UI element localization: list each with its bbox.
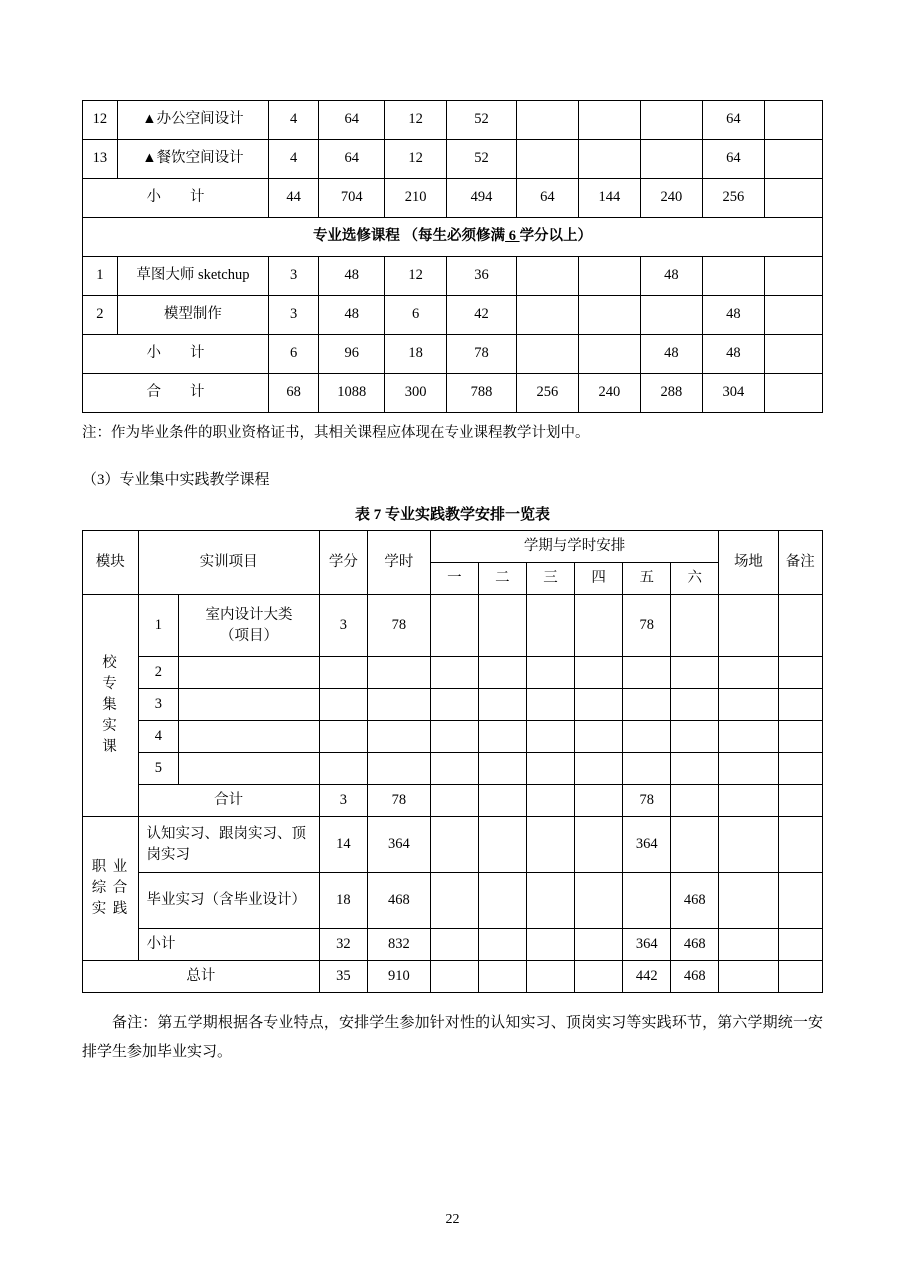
- cell-term-6: 256: [702, 179, 764, 218]
- cell-term-5: [623, 873, 671, 929]
- cell-course: ▲餐饮空间设计: [117, 140, 268, 179]
- cell-remark: [778, 595, 822, 657]
- cell-theory: 210: [385, 179, 447, 218]
- cell-hours: 1088: [319, 374, 385, 413]
- cell-total-label: 总计: [83, 961, 320, 993]
- cell-term-4: [575, 785, 623, 817]
- cell-term-6: 304: [702, 374, 764, 413]
- cell-term-1: [430, 657, 478, 689]
- group-label-line: 专: [102, 676, 119, 693]
- table-row: [83, 140, 823, 179]
- cell-term-2: [478, 873, 526, 929]
- cell-hours: 704: [319, 179, 385, 218]
- cell-venue: [719, 721, 778, 753]
- table-row-subtotal: [83, 179, 823, 218]
- header-venue: 场地: [719, 531, 778, 595]
- cell-no: 4: [138, 721, 179, 753]
- header-term-1: 一: [430, 563, 478, 595]
- cell-credits: 4: [268, 101, 318, 140]
- cell-term-1: [430, 785, 478, 817]
- cell-hours: 910: [367, 961, 430, 993]
- cell-no: 1: [83, 257, 118, 296]
- cell-term-2: [478, 657, 526, 689]
- header-module: 模块: [83, 531, 139, 595]
- cell-no: 2: [83, 296, 118, 335]
- header-project: 实训项目: [138, 531, 319, 595]
- cell-remark: [778, 929, 822, 961]
- cell-term-6: [671, 595, 719, 657]
- header-term-5: 五: [623, 563, 671, 595]
- section-heading: （3）专业集中实践教学课程: [82, 471, 270, 488]
- cell-remark: [764, 257, 822, 296]
- cell-remark: [778, 817, 822, 873]
- cell-credits: 3: [319, 595, 367, 657]
- cell-course: ▲办公空间设计: [117, 101, 268, 140]
- table-row-total: [83, 374, 823, 413]
- cell-project-name: 室内设计大类 （项目）: [179, 595, 320, 657]
- cell-hours: 64: [319, 140, 385, 179]
- cell-no: 5: [138, 753, 179, 785]
- cell-term-4: [578, 257, 640, 296]
- cell-term-6: [671, 785, 719, 817]
- cell-hours: 78: [367, 785, 430, 817]
- cell-theory: 6: [385, 296, 447, 335]
- cell-credits: [319, 753, 367, 785]
- table-row-total: [83, 961, 823, 993]
- cell-term-6: [671, 721, 719, 753]
- cell-total-label: 合 计: [83, 374, 269, 413]
- cell-hours: [367, 721, 430, 753]
- cell-credits: 32: [319, 929, 367, 961]
- table-row: [83, 101, 823, 140]
- cell-term-2: [478, 817, 526, 873]
- cell-term-6: [671, 657, 719, 689]
- cell-hours: 48: [319, 257, 385, 296]
- cell-term-6: 48: [702, 335, 764, 374]
- cell-venue: [719, 785, 778, 817]
- cell-term-3: [526, 657, 574, 689]
- cell-no: 13: [83, 140, 118, 179]
- cell-hours: 96: [319, 335, 385, 374]
- cell-hours: 78: [367, 595, 430, 657]
- cell-venue: [719, 961, 778, 993]
- cell-term-3: [516, 257, 578, 296]
- cell-term-4: [575, 753, 623, 785]
- cell-term-4: 240: [578, 374, 640, 413]
- cell-term-3: [516, 296, 578, 335]
- group-label-line: 实: [102, 718, 119, 735]
- cell-term-3: [526, 785, 574, 817]
- cell-course: 草图大师 sketchup: [117, 257, 268, 296]
- header-term-group: 学期与学时安排: [430, 531, 719, 563]
- cell-remark: [764, 335, 822, 374]
- cell-practice: 494: [447, 179, 517, 218]
- cell-project-name: [179, 689, 320, 721]
- cell-credits: 44: [268, 179, 318, 218]
- cell-term-5: [623, 689, 671, 721]
- table-note: 注：作为毕业条件的职业资格证书，其相关课程应体现在专业课程教学计划中。: [82, 425, 590, 441]
- cell-term-5: 364: [623, 817, 671, 873]
- cell-subtotal-label: 合计: [138, 785, 319, 817]
- cell-credits: 14: [319, 817, 367, 873]
- cell-remark: [778, 785, 822, 817]
- cell-term-4: [575, 595, 623, 657]
- group-label-professional-practice: [83, 817, 139, 961]
- cell-term-4: [578, 296, 640, 335]
- cell-term-6: [671, 753, 719, 785]
- cell-term-6: 468: [671, 873, 719, 929]
- table-row: [83, 817, 823, 873]
- cell-hours: 832: [367, 929, 430, 961]
- cell-venue: [719, 817, 778, 873]
- cell-credits: 3: [319, 785, 367, 817]
- cell-remark: [778, 721, 822, 753]
- cell-hours: [367, 753, 430, 785]
- cell-term-4: [575, 961, 623, 993]
- cell-theory: 12: [385, 140, 447, 179]
- cell-venue: [719, 689, 778, 721]
- group-label-campus-training: [83, 595, 139, 817]
- group-label-line: 集: [102, 697, 119, 714]
- cell-term-3: [526, 929, 574, 961]
- elective-section-header: [83, 218, 823, 257]
- header-remark: 备注: [778, 531, 822, 595]
- cell-venue: [719, 657, 778, 689]
- cell-no: 2: [138, 657, 179, 689]
- cell-theory: 12: [385, 257, 447, 296]
- cell-theory: 300: [385, 374, 447, 413]
- group-label-line: 职 业: [91, 859, 129, 876]
- table-row: [83, 721, 823, 753]
- cell-practice: 52: [447, 140, 517, 179]
- header-term-6: 六: [671, 563, 719, 595]
- cell-project-name: [179, 657, 320, 689]
- group-label-line: 实 践: [91, 901, 129, 918]
- header-credits: 学分: [319, 531, 367, 595]
- cell-term-2: [478, 785, 526, 817]
- cell-term-5: 364: [623, 929, 671, 961]
- cell-term-2: [478, 595, 526, 657]
- table-row: [83, 689, 823, 721]
- cell-term-5: [640, 101, 702, 140]
- cell-term-5: 78: [623, 595, 671, 657]
- cell-term-3: [526, 689, 574, 721]
- elective-header-prefix: 专业选修课程 （每生必须修满: [312, 228, 506, 245]
- cell-term-2: [478, 961, 526, 993]
- cell-venue: [719, 595, 778, 657]
- cell-term-5: 288: [640, 374, 702, 413]
- cell-term-4: [578, 335, 640, 374]
- table-header-row: [83, 531, 823, 563]
- cell-term-5: 48: [640, 257, 702, 296]
- cell-credits: 3: [268, 296, 318, 335]
- cell-credits: [319, 689, 367, 721]
- table-row-subtotal: [83, 335, 823, 374]
- cell-remark: [764, 140, 822, 179]
- cell-term-3: [516, 140, 578, 179]
- elective-header-suffix: 学分以上）: [519, 228, 593, 245]
- cell-theory: 18: [385, 335, 447, 374]
- cell-term-1: [430, 595, 478, 657]
- footer-note: 备注：第五学期根据各专业特点，安排学生参加针对性的认知实习、顶岗实习等实践环节，第六学期统一安排学生参加毕业实习。: [82, 1015, 823, 1060]
- cell-hours: 64: [319, 101, 385, 140]
- cell-credits: 3: [268, 257, 318, 296]
- cell-term-5: [623, 657, 671, 689]
- cell-remark: [778, 873, 822, 929]
- cell-venue: [719, 929, 778, 961]
- cell-hours: [367, 657, 430, 689]
- table-row: [83, 595, 823, 657]
- cell-credits: 6: [268, 335, 318, 374]
- cell-term-5: [640, 140, 702, 179]
- cell-term-6: [702, 257, 764, 296]
- cell-term-3: 256: [516, 374, 578, 413]
- cell-remark: [764, 101, 822, 140]
- cell-no: 1: [138, 595, 179, 657]
- table-row: [83, 296, 823, 335]
- cell-practice: 36: [447, 257, 517, 296]
- cell-practice: 52: [447, 101, 517, 140]
- cell-term-4: [575, 817, 623, 873]
- cell-remark: [764, 179, 822, 218]
- cell-term-3: 64: [516, 179, 578, 218]
- cell-project-name: [179, 753, 320, 785]
- cell-term-4: [575, 689, 623, 721]
- cell-subtotal-label: 小 计: [83, 179, 269, 218]
- cell-practice: 42: [447, 296, 517, 335]
- cell-hours: [367, 689, 430, 721]
- cell-term-1: [430, 753, 478, 785]
- cell-term-4: [575, 657, 623, 689]
- cell-term-3: [526, 595, 574, 657]
- cell-project-name: 毕业实习（含毕业设计）: [138, 873, 319, 929]
- cell-term-5: 442: [623, 961, 671, 993]
- cell-term-5: 48: [640, 335, 702, 374]
- cell-term-6: 468: [671, 929, 719, 961]
- table-6-continued: [82, 100, 823, 413]
- cell-remark: [764, 374, 822, 413]
- cell-term-1: [430, 721, 478, 753]
- cell-practice: 78: [447, 335, 517, 374]
- cell-hours: 48: [319, 296, 385, 335]
- cell-term-6: 468: [671, 961, 719, 993]
- cell-hours: 364: [367, 817, 430, 873]
- table-row-elective-header: [83, 218, 823, 257]
- table-row: [83, 753, 823, 785]
- cell-term-4: 144: [578, 179, 640, 218]
- cell-no: 3: [138, 689, 179, 721]
- cell-term-1: [430, 873, 478, 929]
- cell-term-3: [526, 961, 574, 993]
- cell-credits: 4: [268, 140, 318, 179]
- table-row: [83, 657, 823, 689]
- cell-term-3: [516, 101, 578, 140]
- cell-credits: 18: [319, 873, 367, 929]
- cell-credits: [319, 721, 367, 753]
- cell-term-3: [526, 817, 574, 873]
- page-number: 22: [445, 1212, 460, 1227]
- cell-term-2: [478, 929, 526, 961]
- cell-term-2: [478, 753, 526, 785]
- cell-term-4: [575, 929, 623, 961]
- cell-term-2: [478, 689, 526, 721]
- cell-term-3: [526, 873, 574, 929]
- cell-venue: [719, 873, 778, 929]
- header-term-2: 二: [478, 563, 526, 595]
- cell-term-6: 48: [702, 296, 764, 335]
- group-label-line: 校: [102, 655, 119, 672]
- cell-term-3: [516, 335, 578, 374]
- table-7-caption: 表 7 专业实践教学安排一览表: [354, 507, 550, 524]
- cell-remark: [764, 296, 822, 335]
- cell-term-5: 78: [623, 785, 671, 817]
- cell-term-5: 240: [640, 179, 702, 218]
- cell-subtotal-label: 小计: [138, 929, 319, 961]
- cell-subtotal-label: 小 计: [83, 335, 269, 374]
- cell-venue: [719, 753, 778, 785]
- elective-header-credits: 6: [505, 228, 520, 245]
- header-hours: 学时: [367, 531, 430, 595]
- cell-term-3: [526, 721, 574, 753]
- cell-credits: 68: [268, 374, 318, 413]
- table-row: [83, 873, 823, 929]
- table-row-subtotal: [83, 785, 823, 817]
- cell-term-6: [671, 817, 719, 873]
- cell-term-5: [640, 296, 702, 335]
- cell-term-4: [578, 140, 640, 179]
- group-label-line: 综 合: [91, 880, 129, 897]
- cell-credits: [319, 657, 367, 689]
- cell-term-4: [575, 721, 623, 753]
- cell-remark: [778, 753, 822, 785]
- table-7: [82, 530, 823, 993]
- cell-term-1: [430, 961, 478, 993]
- cell-term-1: [430, 817, 478, 873]
- cell-term-4: [578, 101, 640, 140]
- cell-no: 12: [83, 101, 118, 140]
- cell-term-6: 64: [702, 140, 764, 179]
- table-row-subtotal: [83, 929, 823, 961]
- table-row: [83, 257, 823, 296]
- header-term-3: 三: [526, 563, 574, 595]
- cell-term-6: [671, 689, 719, 721]
- cell-project-name: [179, 721, 320, 753]
- cell-course: 模型制作: [117, 296, 268, 335]
- cell-credits: 35: [319, 961, 367, 993]
- cell-remark: [778, 689, 822, 721]
- cell-remark: [778, 657, 822, 689]
- cell-term-4: [575, 873, 623, 929]
- cell-term-1: [430, 689, 478, 721]
- cell-project-name: 认知实习、跟岗实习、顶岗实习: [138, 817, 319, 873]
- cell-hours: 468: [367, 873, 430, 929]
- cell-term-3: [526, 753, 574, 785]
- group-label-line: 课: [102, 739, 119, 756]
- cell-remark: [778, 961, 822, 993]
- cell-term-1: [430, 929, 478, 961]
- cell-term-2: [478, 721, 526, 753]
- cell-term-6: 64: [702, 101, 764, 140]
- header-term-4: 四: [575, 563, 623, 595]
- cell-practice: 788: [447, 374, 517, 413]
- cell-term-5: [623, 721, 671, 753]
- cell-term-5: [623, 753, 671, 785]
- cell-theory: 12: [385, 101, 447, 140]
